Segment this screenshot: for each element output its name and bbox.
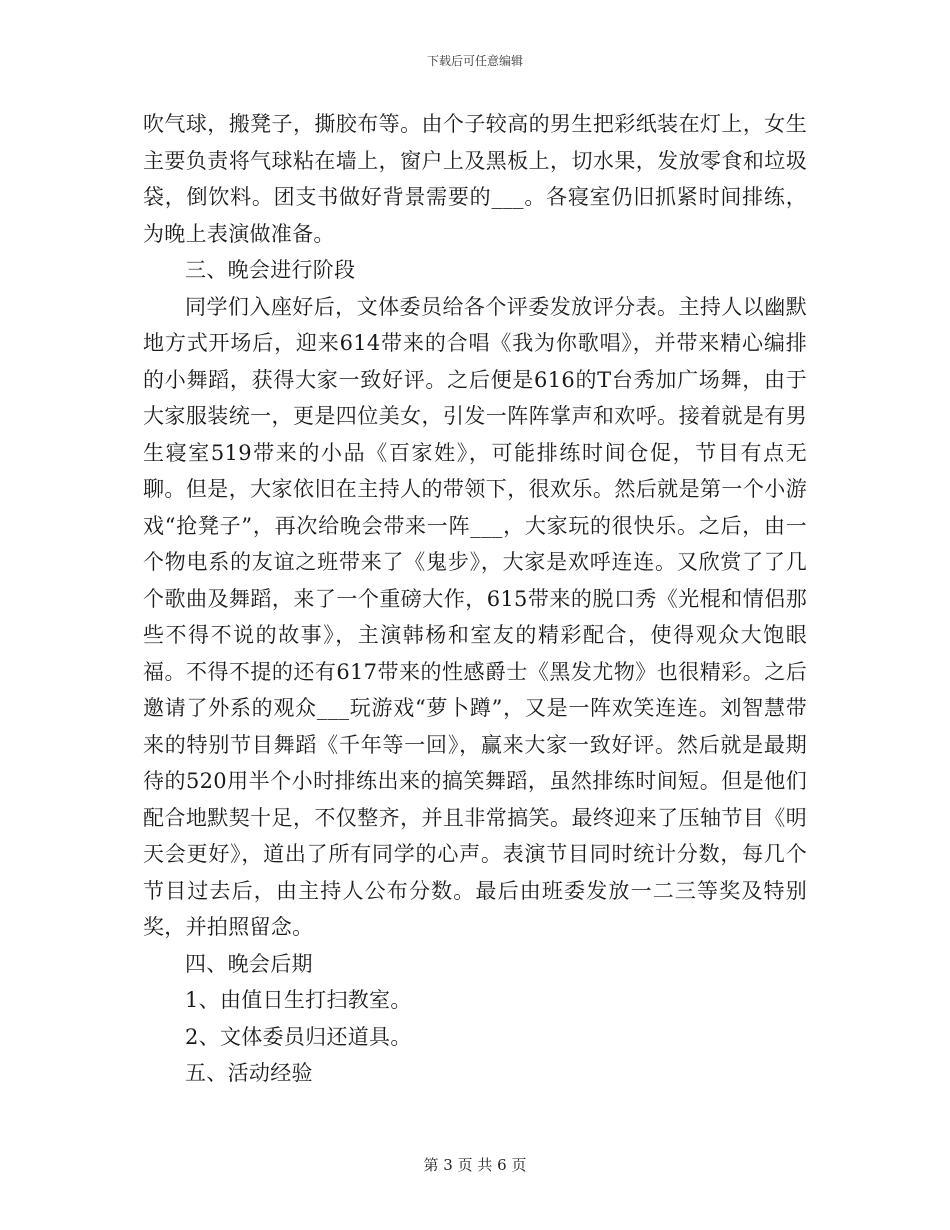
paragraph-party-program: 同学们入座好后，文体委员给各个评委发放评分表。主持人以幽默地方式开场后，迎来614带来的合唱《我为你歌唱》，并带来精心编排的小舞蹈，获得大家一致好评。之后便是616的T台秀加广场舞，由于大家服装统一，更是四位美女，引发一阵阵掌声和欢呼。接着就是有男生寝室519带来的小品《百家姓》，可能排练时间仓促，节目有点无聊。但是，大家依旧在主持人的带领下，很欢乐。然后就是第一个小游戏“抢凳子”，再次给晚会带来一阵___，大家玩的很快乐。之后，由一个物电系的友谊之班带来了《鬼步》，大家是欢呼连连。又欣赏了了几个歌曲及舞蹈，来了一个重磅大作，615带来的脱口秀《光棍和情侣那些不得不说的故事》，主演韩杨和室友的精彩配合，使得观众大饱眼福。不得不提的还有617带来的性感爵士《黑发尤物》也很精彩。之后邀请了外系的观众___玩游戏“萝卜蹲”，又是一阵欢笑连连。刘智慧带来的特别节目舞蹈《千年等一回》，赢来大家一致好评。然后就是最期待的520用半个小时排练出来的搞笑舞蹈，虽然排练时间短。但是他们配合地默契十足，不仅整齐，并且非常搞笑。最终迎来了压轴节目《明天会更好》，道出了所有同学的心声。表演节目同时统计分数，每几个节目过去后，由主持人公布分数。最后由班委发放一二三等奖及特别奖，并拍照留念。 [143,294,807,939]
paragraph-preparation-tasks: 吹气球，搬凳子，撕胶布等。由个子较高的男生把彩纸装在灯上，女生主要负责将气球粘在墙上，窗户上及黑板上，切水果，发放零食和垃圾袋，倒饮料。团支书做好背景需要的___。各寝室仍旧抓紧时间排练，为晚上表演做准备。 [143,112,807,246]
header-note: 下载后可任意编辑 [426,54,523,68]
page-number: 第 3 页 共 6 页 [423,1156,527,1174]
list-item-return-props: 2、文体委员归还道具。 [185,1024,412,1049]
document-body [143,106,807,1092]
list-item-cleanup: 1、由值日生打扫教室。 [185,988,412,1012]
section-heading-experience: 五、活动经验 [185,1061,313,1085]
section-heading-evening-party: 三、晚会进行阶段 [185,258,356,282]
section-heading-after-party: 四、晚会后期 [185,951,313,976]
